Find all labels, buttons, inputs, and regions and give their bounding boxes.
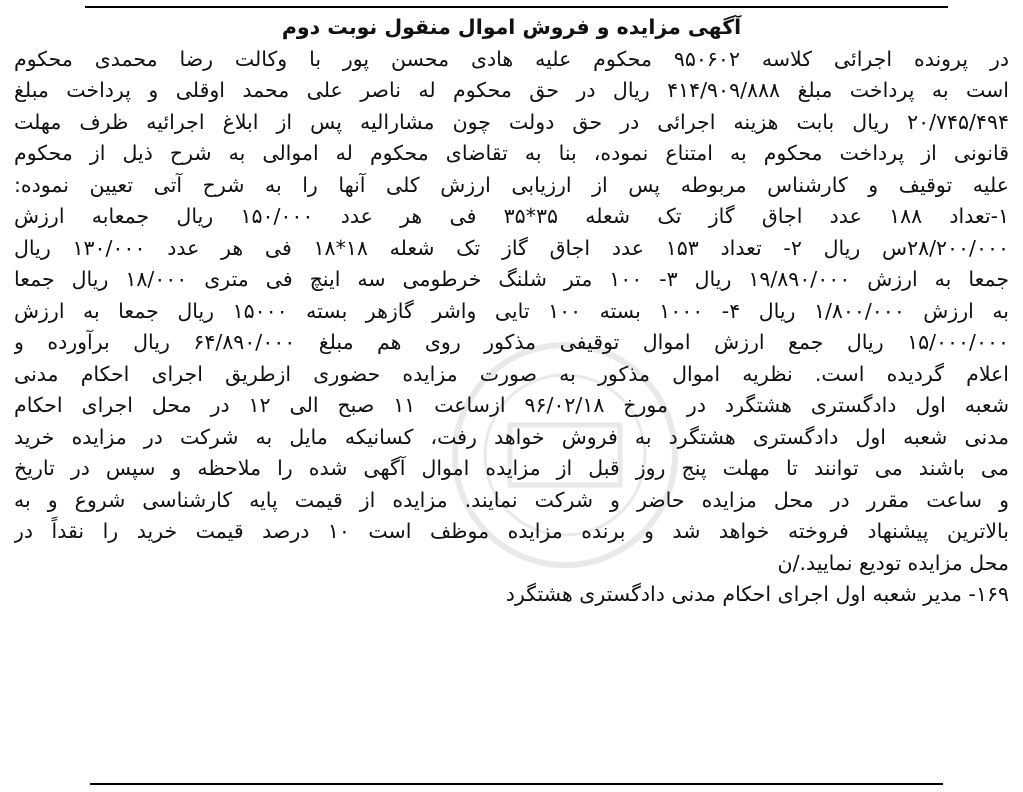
- notice-line: شعبه اول دادگستری هشتگرد در مورخ ۹۶/۰۲/۱۸ ازساعت ۱۱ صبح الی ۱۲ در محل اجرای احکام: [14, 393, 1009, 417]
- notice-line: و ساعت مقرر در محل مزایده حاضر و شرکت نمایند. مزایده از قیمت پایه کارشناسی شروع و به: [14, 487, 1009, 512]
- notice-line: است به پرداخت مبلغ ۴۱۴/۹۰۹/۸۸۸ ریال در حق محکوم له ناصر علی محمد اوقلی و پرداخت مبلغ: [14, 78, 1009, 102]
- notice-line: در پرونده اجرائی کلاسه ۹۵۰۶۰۲ محکوم علیه هادی محسن پور با وکالت رضا محمدی محکوم: [14, 46, 1009, 71]
- notice-body: [14, 44, 1009, 580]
- notice-line: اعلام گردیده است. نظریه اموال مذکور به صورت مزایده حضوری ازطریق اجرای احکام مدنی: [14, 361, 1009, 386]
- notice-line: ۱۵/۰۰۰/۰۰۰ ریال جمع ارزش اموال توقیفی مذکور روی هم مبلغ ۶۴/۸۹۰/۰۰۰ ریال برآورده و: [14, 330, 1009, 354]
- top-rule: [85, 6, 948, 8]
- notice-line: جمعا به ارزش ۱۹/۸۹۰/۰۰۰ ریال ۳- ۱۰۰ متر شلنگ خرطومی سه اینچ فی متری ۱۸/۰۰۰ ریال جمعا: [14, 267, 1009, 291]
- notice-line: علیه توقیف و کارشناس مربوطه پس از ارزیابی ارزش کلی آنها را به شرح آتی تعیین نموده:: [14, 172, 1009, 197]
- notice-title: آگهی مزایده و فروش اموال منقول نوبت دوم: [281, 15, 742, 39]
- bottom-rule: [90, 783, 943, 785]
- notice-content: [14, 12, 1009, 611]
- notice-line: ۲۸/۲۰۰/۰۰۰س ریال ۲- تعداد ۱۵۳ عدد اجاق گاز تک شعله ۱۸*۱۸ فی هر عدد ۱۳۰/۰۰۰ ریال: [14, 235, 1009, 260]
- notice-signature: ۱۶۹- مدیر شعبه اول اجرای احکام مدنی دادگستری هشتگرد: [505, 582, 1009, 606]
- notice-line: محل مزایده توديع نمایید./ن: [777, 550, 1009, 575]
- notice-line: مدنی شعبه اول دادگستری هشتگرد به فروش خواهد رفت، کسانیکه مایل به شرکت در مزایده خرید: [14, 424, 1009, 449]
- notice-line: قانونی از پرداخت محکوم به امتناع نموده، بنا به تقاضای محکوم له اموالی به شرح ذیل از محکوم: [14, 141, 1009, 165]
- notice-line: ۲۰/۷۴۵/۴۹۴ ریال بابت هزینه اجرائی در حق دولت چون مشارالیه پس از ابلاغ اجرائیه ظرف مهلت: [14, 109, 1009, 134]
- notice-line: می باشند می توانند تا مهلت پنج روز قبل از مزایده اموال آگهی شده را ملاحظه و سپس در تاریخ: [14, 456, 1009, 480]
- notice-line: به ارزش ۱/۸۰۰/۰۰۰ ریال ۴- ۱۰۰۰ بسته ۱۰۰ تایی واشر گازهر بسته ۱۵۰۰۰ ریال جمعا به ارزش: [14, 298, 1009, 323]
- notice-line: ۱-تعداد ۱۸۸ عدد اجاق گاز تک شعله ۳۵*۳۵ فی هر عدد ۱۵۰/۰۰۰ ریال جمعابه ارزش: [14, 204, 1009, 228]
- notice-line: بالاترین پیشنهاد فروخته خواهد شد و برنده مزایده موظف است ۱۰ درصد قیمت خرید را نقداً در: [14, 519, 1009, 543]
